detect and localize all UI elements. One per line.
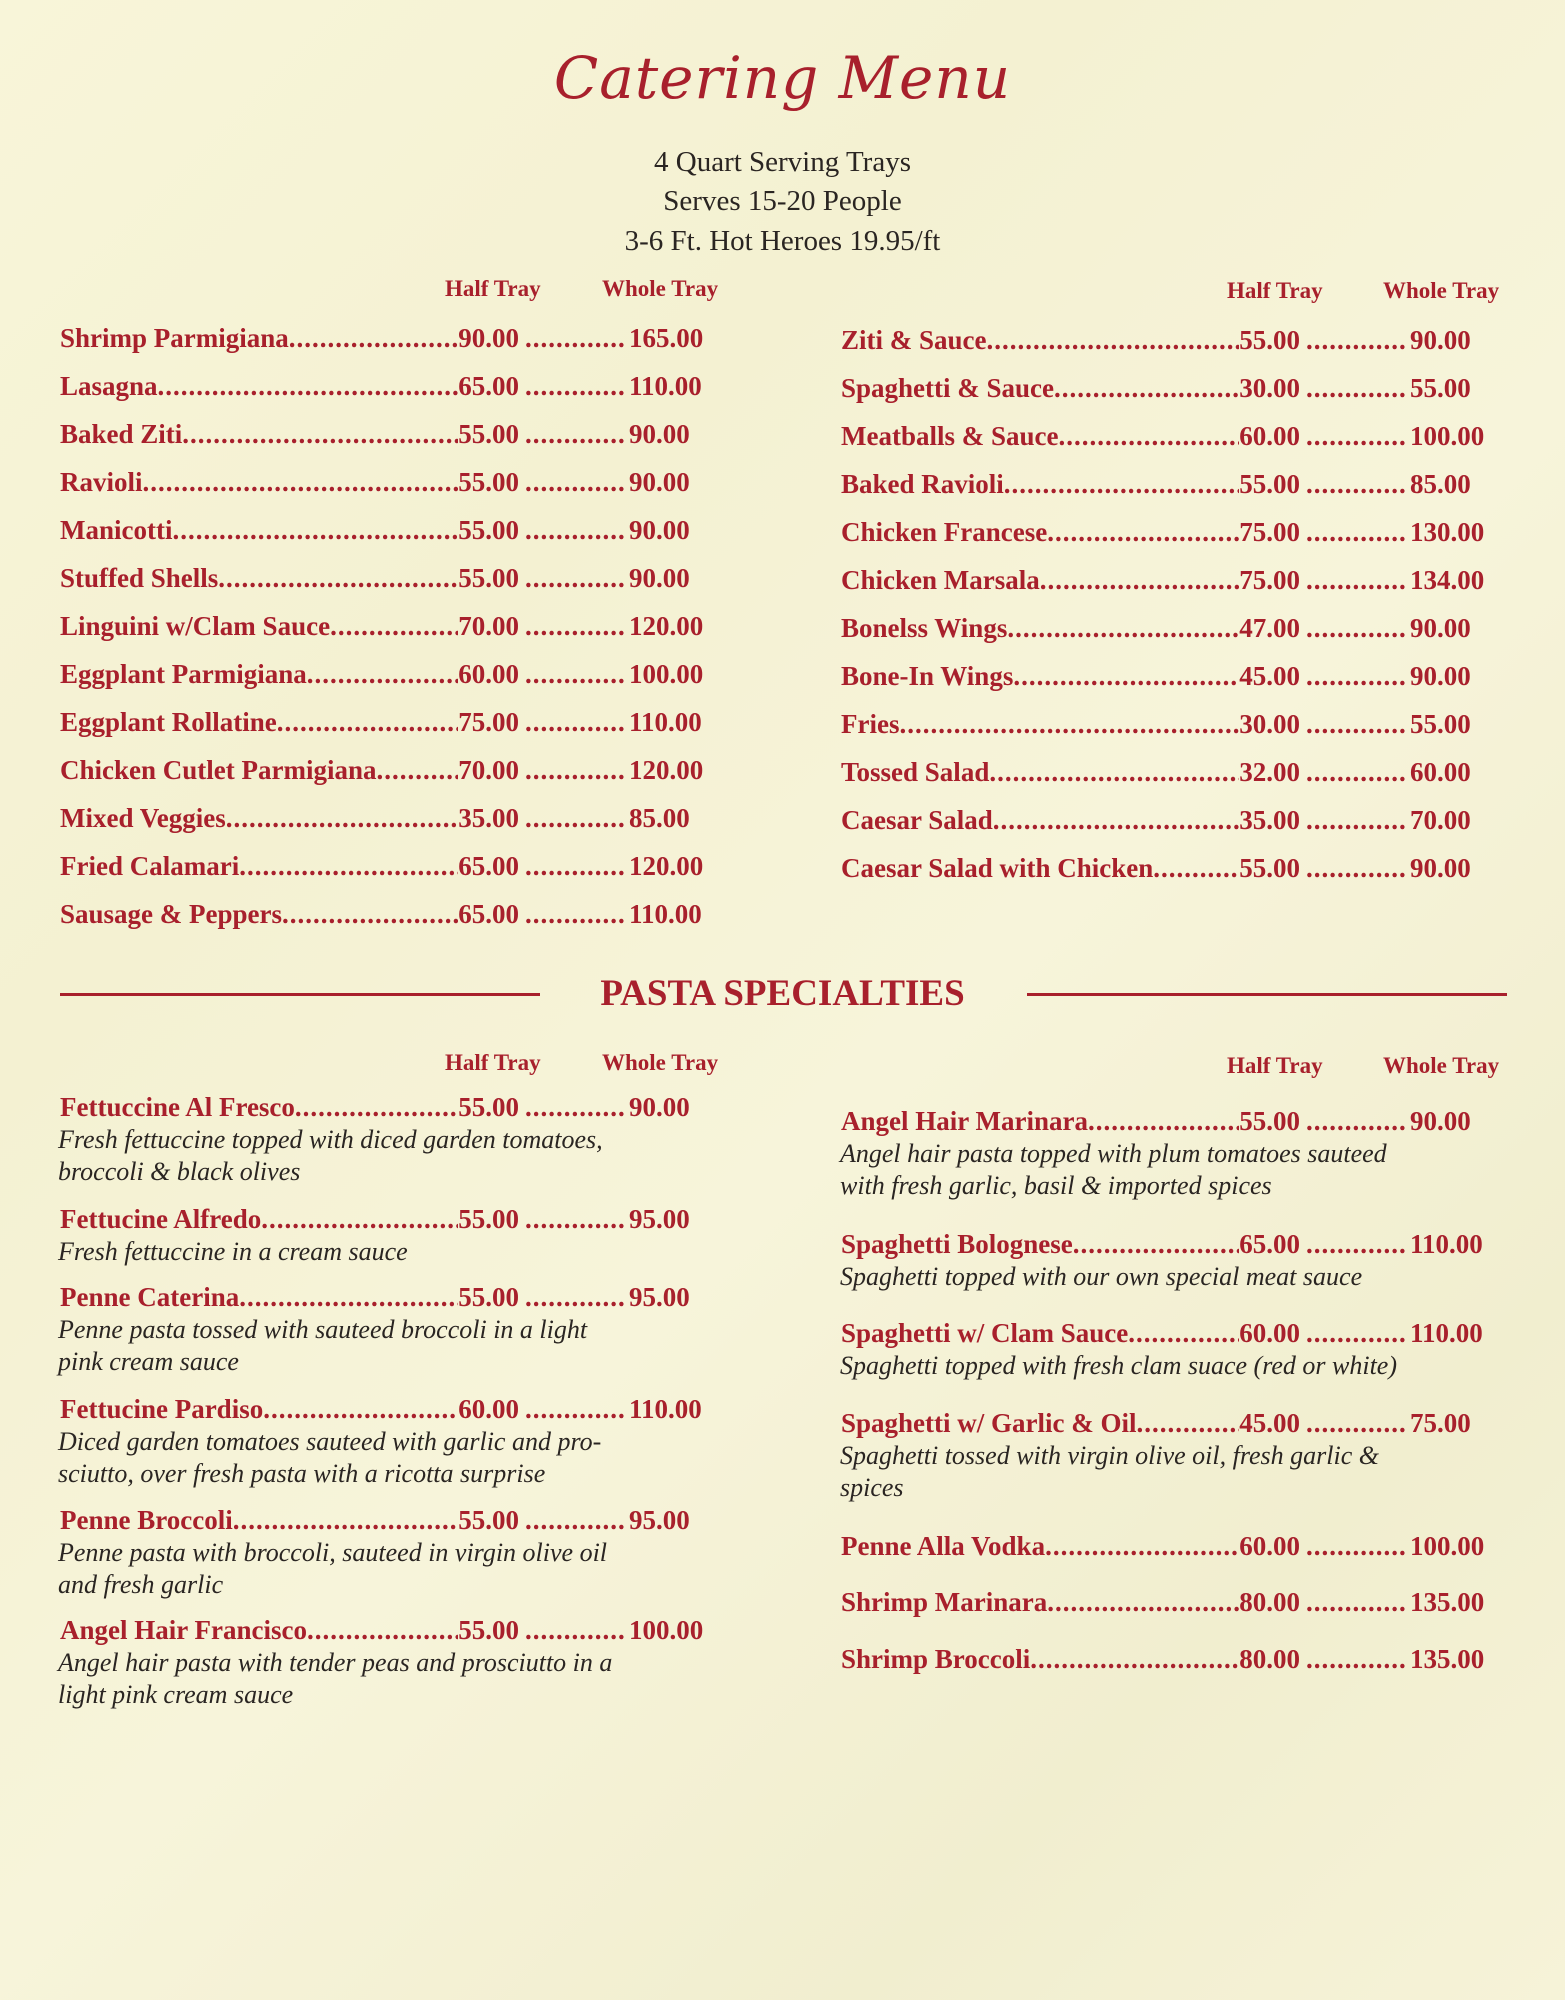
dot-leader — [1004, 460, 1239, 508]
dot-leader — [525, 1195, 625, 1243]
menu-item-row — [60, 698, 715, 746]
half-tray-price: 55.00 — [1239, 853, 1300, 883]
dot-leader — [525, 362, 625, 410]
half-tray-price: 60.00 — [458, 1394, 519, 1424]
dot-leader — [158, 362, 459, 410]
menu-item-description: Fresh fettuccine in a cream sauce — [58, 1237, 408, 1266]
header-whole-tray-left: Whole Tray — [602, 276, 719, 301]
whole-tray-price: 110.00 — [629, 899, 702, 929]
half-tray-price: 60.00 — [458, 659, 519, 689]
menu-item-name: Angel Hair Francisco — [60, 1615, 307, 1645]
dot-leader — [377, 746, 459, 794]
menu-item-description: Penne pasta tossed with sauteed broccoli in a light — [58, 1315, 588, 1344]
dot-leader — [143, 458, 459, 506]
menu-item-name: Sausage & Peppers — [60, 899, 282, 929]
menu-item-row — [841, 412, 1496, 460]
menu-item-row — [60, 410, 715, 458]
menu-item-row — [841, 796, 1496, 844]
menu-item-row — [60, 746, 715, 794]
menu-item-name: Caesar Salad with Chicken — [841, 853, 1154, 883]
dot-leader — [1306, 1635, 1406, 1683]
menu-item-name: Bonelss Wings — [841, 613, 1008, 643]
whole-tray-price: 60.00 — [1410, 757, 1471, 787]
menu-item-name: Fettucine Pardiso — [60, 1394, 264, 1424]
whole-tray-price: 110.00 — [629, 707, 702, 737]
menu-item-name: Spaghetti w/ Garlic & Oil — [841, 1408, 1137, 1438]
menu-item-name: Caesar Salad — [841, 805, 993, 835]
menu-item-name: Chicken Cutlet Parmigiana — [60, 755, 377, 785]
half-tray-price: 45.00 — [1239, 1408, 1300, 1438]
half-tray-price: 55.00 — [458, 563, 519, 593]
dot-leader — [1306, 316, 1406, 364]
header-whole-tray-right: Whole Tray — [1383, 278, 1500, 303]
whole-tray-price: 75.00 — [1410, 1408, 1471, 1438]
dot-leader — [226, 794, 459, 842]
half-tray-price: 70.00 — [458, 755, 519, 785]
whole-tray-price: 90.00 — [1410, 613, 1471, 643]
menu-item-description: Angel hair pasta with tender peas and prosciutto in a — [58, 1648, 613, 1677]
menu-item-name: Chicken Francese — [841, 517, 1048, 547]
menu-item-row — [841, 1522, 1496, 1570]
whole-tray-price: 90.00 — [1410, 1106, 1471, 1136]
menu-item-row — [60, 794, 715, 842]
menu-item-name: Spaghetti & Sauce — [841, 373, 1055, 403]
whole-tray-price: 100.00 — [1410, 1531, 1485, 1561]
half-tray-price: 55.00 — [458, 419, 519, 449]
menu-item-description: Penne pasta with broccoli, sauteed in virgin olive oil — [58, 1538, 608, 1567]
subtitle-heroes: 3-6 Ft. Hot Heroes 19.95/ft — [624, 225, 941, 257]
half-tray-price: 65.00 — [458, 899, 519, 929]
half-tray-price: 30.00 — [1239, 709, 1300, 739]
whole-tray-price: 85.00 — [1410, 469, 1471, 499]
menu-item-name: Spaghetti Bolognese — [841, 1229, 1073, 1259]
menu-item-row — [841, 364, 1496, 412]
whole-tray-price: 165.00 — [629, 323, 704, 353]
half-tray-price: 45.00 — [1239, 661, 1300, 691]
menu-item-row — [60, 842, 715, 890]
dot-leader — [218, 554, 458, 602]
half-tray-price: 60.00 — [1239, 1318, 1300, 1348]
menu-item-row — [841, 604, 1496, 652]
half-tray-price: 80.00 — [1239, 1587, 1300, 1617]
menu-item-row — [60, 554, 715, 602]
menu-item-name: Meatballs & Sauce — [841, 421, 1059, 451]
dot-leader — [1306, 748, 1406, 796]
dot-leader — [987, 316, 1240, 364]
menu-item-row — [60, 314, 715, 362]
dot-leader — [239, 842, 458, 890]
menu-item-name: Baked Ziti — [60, 419, 183, 449]
dot-leader — [1054, 364, 1239, 412]
whole-tray-price: 95.00 — [629, 1204, 690, 1234]
whole-tray-price: 100.00 — [629, 659, 704, 689]
menu-item-row — [841, 700, 1496, 748]
dot-leader — [1306, 508, 1406, 556]
menu-item-row — [60, 458, 715, 506]
menu-item-name: Ziti & Sauce — [841, 325, 987, 355]
dot-leader — [525, 602, 625, 650]
menu-item-name: Eggplant Rollatine — [60, 707, 277, 737]
menu-item-name: Tossed Salad — [841, 757, 990, 787]
half-tray-price: 55.00 — [1239, 325, 1300, 355]
dot-leader — [1306, 652, 1406, 700]
dot-leader — [1306, 412, 1406, 460]
dot-leader — [1306, 1578, 1406, 1626]
whole-tray-price: 90.00 — [629, 1092, 690, 1122]
whole-tray-price: 55.00 — [1410, 373, 1471, 403]
dot-leader — [1153, 844, 1239, 892]
dot-leader — [1306, 796, 1406, 844]
dot-leader — [182, 410, 458, 458]
dot-leader — [1306, 1522, 1406, 1570]
dot-leader — [1045, 1522, 1239, 1570]
half-tray-price: 65.00 — [458, 371, 519, 401]
menu-item-name: Shrimp Broccoli — [841, 1644, 1031, 1674]
menu-item-row — [841, 556, 1496, 604]
menu-item-description: light pink cream sauce — [58, 1680, 294, 1709]
menu-item-row — [841, 844, 1496, 892]
menu-item-name: Penne Broccoli — [60, 1505, 233, 1535]
dot-leader — [1058, 412, 1239, 460]
menu-item-name: Fettucine Alfredo — [60, 1204, 262, 1234]
dot-leader — [330, 602, 458, 650]
whole-tray-price: 100.00 — [629, 1615, 704, 1645]
half-tray-price: 75.00 — [458, 707, 519, 737]
half-tray-price: 60.00 — [1239, 421, 1300, 451]
header-half-tray-right: Half Tray — [1227, 278, 1323, 303]
dot-leader — [1306, 556, 1406, 604]
menu-item-name: Penne Alla Vodka — [841, 1531, 1046, 1561]
half-tray-price: 55.00 — [458, 1282, 519, 1312]
dot-leader — [1007, 604, 1239, 652]
pasta-header-whole-right: Whole Tray — [1383, 1053, 1500, 1078]
pasta-header-half-left: Half Tray — [445, 1050, 541, 1075]
header-half-tray-left: Half Tray — [445, 276, 541, 301]
whole-tray-price: 55.00 — [1410, 709, 1471, 739]
half-tray-price: 30.00 — [1239, 373, 1300, 403]
menu-item-name: Fries — [841, 709, 900, 739]
half-tray-price: 55.00 — [458, 1092, 519, 1122]
dot-leader — [525, 794, 625, 842]
dot-leader — [277, 698, 458, 746]
menu-item-description: Spaghetti topped with our own special meat sauce — [840, 1262, 1363, 1291]
half-tray-price: 65.00 — [1239, 1229, 1300, 1259]
half-tray-price: 55.00 — [458, 467, 519, 497]
pasta-header-whole-left: Whole Tray — [602, 1050, 719, 1075]
menu-item-row — [841, 508, 1496, 556]
dot-leader — [1306, 364, 1406, 412]
page-title: Catering Menu — [553, 44, 1012, 112]
whole-tray-price: 135.00 — [1410, 1587, 1485, 1617]
menu-item-name: Mixed Veggies — [60, 803, 226, 833]
menu-item-row — [60, 650, 715, 698]
whole-tray-price: 70.00 — [1410, 805, 1471, 835]
menu-item-description: spices — [840, 1473, 904, 1502]
dot-leader — [307, 650, 458, 698]
dot-leader — [993, 796, 1239, 844]
whole-tray-price: 110.00 — [1410, 1229, 1483, 1259]
menu-item-description: Spaghetti topped with fresh clam suace (red or white) — [840, 1351, 1397, 1380]
menu-item-name: Stuffed Shells — [60, 563, 219, 593]
whole-tray-price: 134.00 — [1410, 565, 1485, 595]
dot-leader — [899, 700, 1239, 748]
menu-item-row — [841, 1578, 1496, 1626]
menu-item-name: Shrimp Parmigiana — [60, 323, 289, 353]
menu-item-name: Eggplant Parmigiana — [60, 659, 307, 689]
menu-item-name: Penne Caterina — [60, 1282, 240, 1312]
half-tray-price: 90.00 — [458, 323, 519, 353]
divider-right — [1027, 993, 1507, 996]
dot-leader — [525, 554, 625, 602]
menu-item-name: Bone-In Wings — [841, 661, 1014, 691]
whole-tray-price: 85.00 — [629, 803, 690, 833]
whole-tray-price: 90.00 — [629, 419, 690, 449]
dot-leader — [525, 890, 625, 938]
whole-tray-price: 90.00 — [629, 515, 690, 545]
whole-tray-price: 95.00 — [629, 1505, 690, 1535]
dot-leader — [1306, 460, 1406, 508]
dot-leader — [1013, 652, 1239, 700]
dot-leader — [525, 458, 625, 506]
whole-tray-price: 95.00 — [629, 1282, 690, 1312]
whole-tray-price: 90.00 — [629, 563, 690, 593]
menu-item-name: Spaghetti w/ Clam Sauce — [841, 1318, 1129, 1348]
whole-tray-price: 90.00 — [1410, 325, 1471, 355]
half-tray-price: 55.00 — [458, 1204, 519, 1234]
half-tray-price: 35.00 — [458, 803, 519, 833]
pasta-section-title: PASTA SPECIALTIES — [600, 973, 965, 1014]
whole-tray-price: 110.00 — [629, 1394, 702, 1424]
menu-item-description: Fresh fettuccine topped with diced garden tomatoes, — [58, 1125, 603, 1154]
dot-leader — [289, 314, 458, 362]
menu-item-description: and fresh garlic — [58, 1570, 224, 1599]
menu-item-name: Fried Calamari — [60, 851, 240, 881]
half-tray-price: 65.00 — [458, 851, 519, 881]
dot-leader — [525, 698, 625, 746]
dot-leader — [525, 842, 625, 890]
menu-item-description: pink cream sauce — [58, 1347, 239, 1376]
whole-tray-price: 110.00 — [1410, 1318, 1483, 1348]
menu-item-row — [841, 748, 1496, 796]
menu-item-row — [841, 316, 1496, 364]
menu-item-name: Chicken Marsala — [841, 565, 1040, 595]
half-tray-price: 55.00 — [1239, 1106, 1300, 1136]
dot-leader — [1030, 1635, 1239, 1683]
half-tray-price: 55.00 — [1239, 469, 1300, 499]
dot-leader — [1306, 700, 1406, 748]
half-tray-price: 55.00 — [458, 515, 519, 545]
dot-leader — [525, 650, 625, 698]
menu-item-row — [60, 890, 715, 938]
menu-item-description: sciutto, over fresh pasta with a ricotta surprise — [58, 1459, 546, 1488]
whole-tray-price: 110.00 — [629, 371, 702, 401]
menu-item-name: Lasagna — [60, 371, 158, 401]
half-tray-price: 35.00 — [1239, 805, 1300, 835]
whole-tray-price: 120.00 — [629, 755, 704, 785]
menu-item-row — [841, 652, 1496, 700]
whole-tray-price: 130.00 — [1410, 517, 1485, 547]
half-tray-price: 75.00 — [1239, 517, 1300, 547]
whole-tray-price: 100.00 — [1410, 421, 1485, 451]
whole-tray-price: 90.00 — [629, 467, 690, 497]
menu-item-name: Linguini w/Clam Sauce — [60, 611, 331, 641]
menu-item-description: Angel hair pasta topped with plum tomatoes sauteed — [840, 1139, 1387, 1168]
dot-leader — [1040, 556, 1240, 604]
half-tray-price: 47.00 — [1239, 613, 1300, 643]
dot-leader — [1047, 1578, 1239, 1626]
dot-leader — [1047, 508, 1239, 556]
dot-leader — [172, 506, 458, 554]
menu-item-name: Fettuccine Al Fresco — [60, 1092, 295, 1122]
menu-item-name: Manicotti — [60, 515, 173, 545]
half-tray-price: 60.00 — [1239, 1531, 1300, 1561]
pasta-header-half-right: Half Tray — [1227, 1053, 1323, 1078]
subtitle-trays: 4 Quart Serving Trays — [654, 146, 911, 178]
dot-leader — [989, 748, 1239, 796]
dot-leader — [525, 746, 625, 794]
whole-tray-price: 90.00 — [1410, 661, 1471, 691]
menu-item-row — [60, 362, 715, 410]
dot-leader — [525, 506, 625, 554]
subtitle-serves: Serves 15-20 People — [663, 185, 902, 217]
dot-leader — [525, 410, 625, 458]
half-tray-price: 80.00 — [1239, 1644, 1300, 1674]
whole-tray-price: 120.00 — [629, 851, 704, 881]
menu-item-name: Ravioli — [60, 467, 143, 497]
menu-item-description: with fresh garlic, basil & imported spices — [840, 1171, 1272, 1200]
menu-item-row — [60, 506, 715, 554]
dot-leader — [282, 890, 458, 938]
half-tray-price: 32.00 — [1239, 757, 1300, 787]
menu-item-description: Spaghetti tossed with virgin olive oil, fresh garlic & — [840, 1441, 1379, 1470]
menu-item-row — [841, 1635, 1496, 1683]
whole-tray-price: 135.00 — [1410, 1644, 1485, 1674]
menu-item-description: broccoli & black olives — [58, 1157, 301, 1186]
dot-leader — [1306, 844, 1406, 892]
dot-leader — [1306, 604, 1406, 652]
half-tray-price: 55.00 — [458, 1615, 519, 1645]
half-tray-price: 55.00 — [458, 1505, 519, 1535]
menu-item-name: Shrimp Marinara — [841, 1587, 1048, 1617]
menu-item-name: Baked Ravioli — [841, 469, 1004, 499]
half-tray-price: 70.00 — [458, 611, 519, 641]
menu-item-row — [841, 460, 1496, 508]
whole-tray-price: 90.00 — [1410, 853, 1471, 883]
menu-item-name: Angel Hair Marinara — [841, 1106, 1088, 1136]
menu-item-row — [60, 602, 715, 650]
whole-tray-price: 120.00 — [629, 611, 704, 641]
half-tray-price: 75.00 — [1239, 565, 1300, 595]
dot-leader — [525, 314, 625, 362]
menu-item-description: Diced garden tomatoes sauteed with garlic and pro- — [58, 1427, 602, 1456]
